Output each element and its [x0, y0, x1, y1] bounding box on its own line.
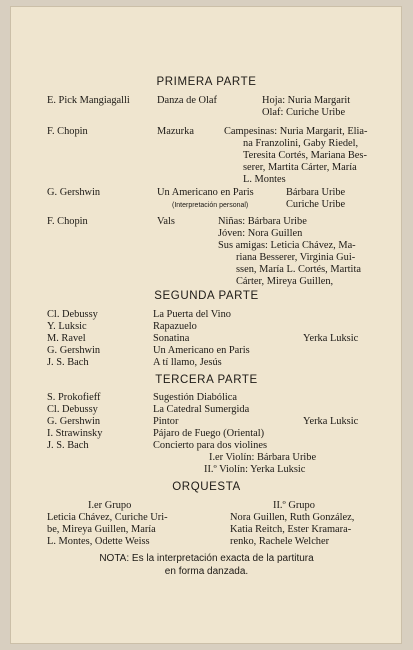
performer: Yerka Luksic [303, 416, 359, 427]
group-line: L. Montes, Odette Weiss [47, 536, 150, 547]
nota-line: en forma danzada. [164, 566, 249, 577]
section-title-orquesta: ORQUESTA [172, 481, 241, 493]
performer-line: Campesinas: Nuria Margarit, Elia- [224, 126, 368, 137]
work: Rapazuelo [153, 321, 197, 332]
composer: E. Pick Mangiagalli [47, 95, 130, 106]
work: Pájaro de Fuego (Oriental) [153, 428, 265, 439]
group-line: renko, Rachele Welcher [230, 536, 330, 547]
performer-line: serer, Martita Cárter, María [243, 162, 357, 173]
work: Sonatina [153, 333, 190, 344]
section-title-primera: PRIMERA PARTE [156, 76, 257, 88]
section-title-segunda: SEGUNDA PARTE [154, 290, 259, 302]
performer-line: Curiche Uribe [286, 199, 346, 210]
group-line: Katia Reitch, Ester Kramara- [230, 524, 352, 535]
work: La Catedral Sumergida [153, 404, 250, 415]
section-title-tercera: TERCERA PARTE [155, 374, 258, 386]
work: Pintor [153, 416, 179, 427]
performer-line: L. Montes [243, 174, 286, 185]
group-title: I.er Grupo [88, 500, 132, 511]
work: Mazurka [157, 126, 194, 137]
work: La Puerta del Vino [153, 309, 231, 320]
composer: G. Gershwin [47, 345, 101, 356]
composer: G. Gershwin [47, 416, 101, 427]
performer-line: na Franzolini, Gaby Riedel, [243, 138, 359, 149]
composer: S. Prokofieff [47, 392, 101, 403]
work: Danza de Olaf [157, 95, 217, 106]
group-line: Leticia Chávez, Curiche Uri- [47, 512, 168, 523]
group-line: be, Mireya Guillen, María [47, 524, 156, 535]
work: Concierto para dos violines [153, 440, 267, 451]
performer-line: Bárbara Uribe [286, 187, 346, 198]
composer: J. S. Bach [47, 440, 89, 451]
composer: G. Gershwin [47, 187, 101, 198]
composer: Y. Luksic [47, 321, 87, 332]
composer: Cl. Debussy [47, 309, 98, 320]
group-title: II.º Grupo [273, 500, 315, 511]
performer-line: riana Besserer, Virginia Gui- [236, 252, 356, 263]
work: Un Americano en Paris [153, 345, 250, 356]
work: Sugestión Diabólica [153, 392, 237, 403]
interpretation-note: (Interpretación personal) [172, 202, 249, 209]
work: Un Americano en Paris [157, 187, 254, 198]
performer-line: Olaf: Curiche Uribe [262, 107, 346, 118]
work: Vals [157, 216, 175, 227]
group-line: Nora Guillen, Ruth González, [230, 512, 355, 523]
performer-line: Teresita Cortés, Mariana Bes- [243, 150, 367, 161]
composer: J. S. Bach [47, 357, 89, 368]
nota-line: NOTA: Es la interpretación exacta de la partitura [99, 553, 314, 564]
work: A tí llamo, Jesús [153, 357, 222, 368]
composer: I. Strawinsky [47, 428, 103, 439]
performer-line: Sus amigas: Leticia Chávez, Ma- [218, 240, 356, 251]
performer-line: Cárter, Mireya Guillen, [236, 276, 334, 287]
performer: Yerka Luksic [303, 333, 359, 344]
violin-line: I.er Violín: Bárbara Uribe [209, 452, 317, 463]
performer-line: ssen, María L. Cortés, Martita [236, 264, 361, 275]
performer-line: Niñas: Bárbara Uribe [218, 216, 307, 227]
performer-line: Hoja: Nuria Margarit [262, 95, 351, 106]
composer: M. Ravel [47, 333, 86, 344]
composer: F. Chopin [47, 216, 88, 227]
composer: F. Chopin [47, 126, 88, 137]
performer-line: Jóven: Nora Guillen [218, 228, 303, 239]
composer: Cl. Debussy [47, 404, 98, 415]
violin-line: II.º Violín: Yerka Luksic [204, 464, 306, 475]
